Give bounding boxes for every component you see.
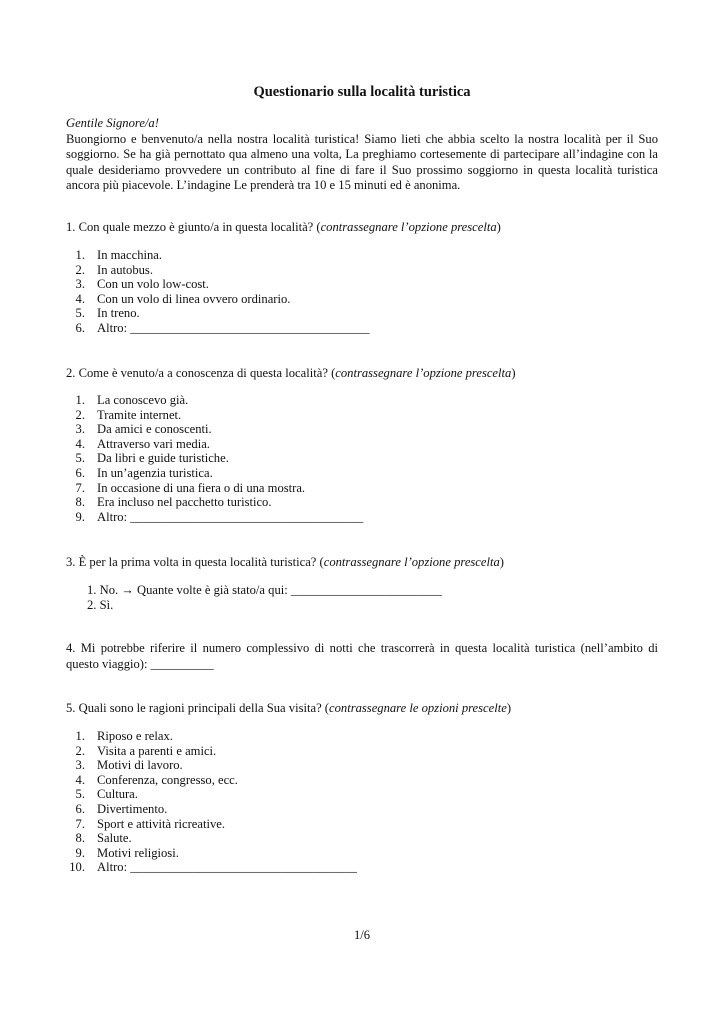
- question-2-text: 2. Come è venuto/a a conoscenza di questa località? (: [66, 366, 336, 380]
- answer-option[interactable]: [66, 408, 363, 423]
- answer-option-number: 7.: [75, 816, 85, 831]
- question-3-option-no[interactable]: 1. No. → Quante volte è già stato/a qui: ________________________: [87, 583, 443, 597]
- intro-greeting: Gentile Signore/a!: [66, 116, 159, 130]
- page-title: Questionario sulla località turistica: [253, 84, 471, 100]
- answer-option-number: 4.: [75, 436, 85, 451]
- answer-option[interactable]: [66, 306, 370, 321]
- answer-option-label: Conferenza, congresso, ecc.: [97, 772, 238, 787]
- answer-option-number: 8.: [75, 495, 85, 510]
- question-3-text: 3. È per la prima volta in questa località turistica? (: [66, 555, 324, 569]
- question-5-options: [66, 729, 357, 875]
- answer-option-label: Altro: ____________________________________: [97, 860, 357, 875]
- answer-option-number: 6.: [75, 320, 85, 335]
- question-3: [66, 555, 658, 571]
- answer-option-number: 7.: [75, 480, 85, 495]
- answer-option[interactable]: [66, 846, 357, 861]
- answer-option-number: 6.: [75, 801, 85, 816]
- question-2-options: [66, 393, 363, 524]
- question-1-close: ): [496, 220, 501, 234]
- answer-option-number: 4.: [75, 772, 85, 787]
- question-2-note: contrassegnare l’opzione prescelta: [335, 366, 512, 380]
- answer-option-number: 2.: [75, 407, 85, 422]
- question-1-note: contrassegnare l’opzione prescelta: [320, 220, 497, 234]
- answer-option[interactable]: [66, 292, 370, 307]
- answer-option-label: Con un volo di linea ovvero ordinario.: [97, 291, 291, 306]
- answer-option[interactable]: [66, 831, 357, 846]
- answer-option[interactable]: [66, 787, 357, 802]
- answer-option-label: Visita a parenti e amici.: [97, 743, 217, 758]
- answer-option[interactable]: [66, 860, 357, 875]
- answer-option-label: In treno.: [97, 306, 140, 321]
- answer-option-label: Riposo e relax.: [97, 729, 173, 743]
- answer-option[interactable]: [66, 817, 357, 832]
- intro-section: [66, 116, 658, 194]
- answer-option-number: 5.: [75, 306, 85, 321]
- answer-option-number: 2.: [75, 262, 85, 277]
- question-1-text: 1. Con quale mezzo è giunto/a in questa località? (: [66, 220, 321, 234]
- question-1-options: [66, 248, 370, 336]
- question-2: [66, 366, 658, 382]
- question-3-options: [87, 583, 442, 612]
- answer-option-label: In un’agenzia turistica.: [97, 465, 213, 480]
- answer-option[interactable]: [66, 481, 363, 496]
- answer-option-label: Divertimento.: [97, 801, 168, 816]
- answer-option-label: Motivi di lavoro.: [97, 758, 183, 773]
- answer-option[interactable]: [66, 510, 363, 525]
- answer-option[interactable]: [66, 744, 357, 759]
- answer-option-number: 1.: [75, 248, 85, 262]
- answer-option-label: In occasione di una fiera o di una mostra.: [97, 480, 306, 495]
- answer-option-label: Salute.: [97, 831, 132, 846]
- question-5: [66, 701, 658, 717]
- answer-option-label: Da libri e guide turistiche.: [97, 451, 229, 466]
- answer-option-number: 3.: [75, 758, 85, 773]
- question-3-option-yes[interactable]: 2. Sì.: [87, 597, 114, 612]
- answer-option-label: Tramite internet.: [97, 407, 182, 422]
- answer-option-label: Motivi religiosi.: [97, 845, 179, 860]
- answer-option-label: Da amici e conoscenti.: [97, 422, 212, 437]
- answer-option-number: 5.: [75, 451, 85, 466]
- answer-option[interactable]: [66, 729, 357, 744]
- question-3-close: ): [499, 555, 504, 569]
- answer-option-label: Sport e attività ricreative.: [97, 816, 225, 831]
- answer-option-label: Con un volo low-cost.: [97, 277, 209, 292]
- answer-option[interactable]: [66, 248, 370, 263]
- question-1: [66, 220, 658, 236]
- answer-option[interactable]: [66, 451, 363, 466]
- answer-option-number: 9.: [75, 845, 85, 860]
- answer-option-number: 5.: [75, 787, 85, 802]
- intro-body: Buongiorno e benvenuto/a nella nostra località turistica! Siamo lieti che abbia scelto la nostra località per il Suo soggiorno. Se ha già pernottato qua almeno una volta, La preghiamo cortesemente di partecipare all’indagine con la quale desideriamo provvedere un contributo al fine di fare il Suo prossimo soggiorno in questa località turistica ancora più piacevole. L’indagine Le prenderà tra 10 e 15 minuti ed è anonima.: [66, 131, 658, 193]
- question-4: [66, 641, 658, 672]
- answer-option[interactable]: [66, 393, 363, 408]
- page-number: 1/6: [353, 928, 371, 942]
- answer-option-label: Era incluso nel pacchetto turistico.: [97, 495, 272, 510]
- answer-option-number: 8.: [75, 831, 85, 846]
- question-2-close: ): [511, 366, 516, 380]
- question-5-close: ): [506, 701, 512, 715]
- question-4-text: 4. Mi potrebbe riferire il numero complessivo di notti che trascorrerà in questa località turistica (nell’ambito di questo viaggio): __________: [66, 641, 658, 671]
- answer-option[interactable]: [66, 495, 363, 510]
- answer-option-number: 2.: [75, 743, 85, 758]
- question-3-note: contrassegnare l’opzione prescelta: [323, 555, 500, 569]
- answer-option[interactable]: [66, 758, 357, 773]
- answer-option-number: 3.: [75, 277, 85, 292]
- answer-option[interactable]: [66, 802, 357, 817]
- answer-option-number: 10.: [69, 860, 85, 875]
- answer-option-label: In autobus.: [97, 262, 153, 277]
- answer-option-number: 3.: [75, 422, 85, 437]
- answer-option-label: La conoscevo già.: [97, 393, 189, 407]
- answer-option-number: 4.: [75, 291, 85, 306]
- question-5-note: contrassegnare le opzioni prescelte: [329, 701, 507, 715]
- question-5-text: 5. Quali sono le ragioni principali della Sua visita? (: [66, 701, 330, 715]
- answer-option-label: Altro: _____________________________________: [97, 509, 364, 524]
- answer-option[interactable]: [66, 277, 370, 292]
- answer-option[interactable]: [66, 422, 363, 437]
- answer-option[interactable]: [66, 321, 370, 336]
- answer-option[interactable]: [66, 466, 363, 481]
- answer-option-label: Altro: ______________________________________: [97, 320, 370, 335]
- answer-option-number: 9.: [75, 509, 85, 524]
- answer-option-number: 1.: [75, 729, 85, 743]
- answer-option[interactable]: [66, 437, 363, 452]
- answer-option-number: 1.: [75, 393, 85, 407]
- answer-option-label: Attraverso vari media.: [97, 436, 210, 451]
- answer-option[interactable]: [66, 263, 370, 278]
- answer-option-number: 6.: [75, 465, 85, 480]
- answer-option[interactable]: [66, 773, 357, 788]
- answer-option-label: In macchina.: [97, 248, 163, 262]
- answer-option-label: Cultura.: [97, 787, 138, 802]
